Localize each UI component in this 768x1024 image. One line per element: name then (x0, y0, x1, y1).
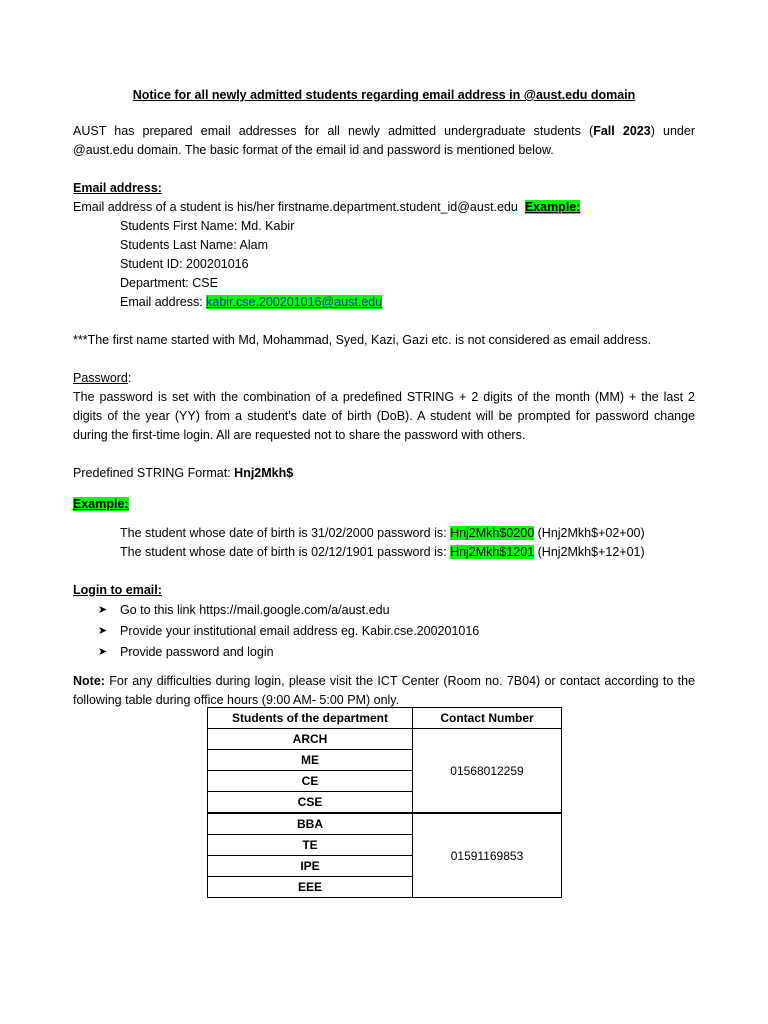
semester-label: Fall 2023 (593, 124, 651, 138)
email-heading: Email address: (73, 181, 162, 195)
department-cell: ARCH (208, 729, 413, 750)
department-cell: ME (208, 750, 413, 771)
header-departments: Students of the department (208, 708, 413, 729)
table-row (208, 813, 562, 835)
example-email-link[interactable]: kabir.cse.200201016@aust.edu (206, 295, 383, 309)
email-description: Email address of a student is his/her firstname.department.student_id@aust.edu Example: (73, 200, 581, 214)
header-contact: Contact Number (413, 708, 562, 729)
example-student-id: Student ID: 200201016 (120, 257, 249, 271)
contact-table (207, 707, 562, 898)
arrow-bullet-icon: ➤ (98, 604, 108, 616)
login-step: ➤ Provide password and login (98, 642, 695, 663)
note-label: Note: (73, 674, 105, 688)
password-example-2-value: Hnj2Mkh$1201 (450, 545, 535, 559)
example-label: Example: (524, 200, 581, 214)
login-steps (73, 600, 695, 663)
department-cell: TE (208, 835, 413, 856)
intro-paragraph: AUST has prepared email addresses for all newly admitted undergraduate students (Fall 2023) under @aust.edu domain. The basic format of the email id and password is mentioned below. (73, 124, 695, 157)
notice-title: Notice for all newly admitted students regarding email address in @aust.edu domain (132, 88, 636, 102)
department-cell: CE (208, 771, 413, 792)
note-paragraph: Note: For any difficulties during login, please visit the ICT Center (Room no. 7B04) or contact according to the following table during office hours (9:00 AM- 5:00 PM) only. (73, 674, 695, 707)
table-header-row (208, 708, 562, 729)
table-row (208, 729, 562, 750)
example-department: Department: CSE (120, 276, 218, 290)
password-example-heading: Example: (73, 497, 129, 511)
contact-cell: 01568012259 (413, 729, 562, 814)
department-cell: IPE (208, 856, 413, 877)
example-last-name: Students Last Name: Alam (120, 238, 268, 252)
password-heading-line: Password: (73, 371, 132, 385)
department-cell: EEE (208, 877, 413, 898)
predefined-string: Predefined STRING Format: Hnj2Mkh$ (73, 466, 294, 480)
password-heading: Password (73, 371, 128, 385)
arrow-bullet-icon: ➤ (98, 625, 108, 637)
password-example-2: The student whose date of birth is 02/12/1901 password is: Hnj2Mkh$1201 (Hnj2Mkh$+12+01) (120, 545, 645, 559)
login-step: ➤ Go to this link https://mail.google.com/a/aust.edu (98, 600, 695, 621)
example-email-address: Email address: kabir.cse.200201016@aust.edu (120, 295, 383, 309)
first-name-note: ***The first name started with Md, Mohammad, Syed, Kazi, Gazi etc. is not considered as email address. (73, 333, 652, 347)
department-cell: CSE (208, 792, 413, 814)
contact-cell: 01591169853 (413, 813, 562, 898)
password-description: The password is set with the combination of a predefined STRING + 2 digits of the month (MM) + the last 2 digits of the year (YY) from a student's date of birth (DoB). A student will be prompted for password change during the first-time login. All are requested not to share the password with others. (73, 390, 695, 442)
arrow-bullet-icon: ➤ (98, 646, 108, 658)
password-example-1-value: Hnj2Mkh$0200 (450, 526, 535, 540)
predefined-string-value: Hnj2Mkh$ (234, 466, 294, 480)
password-example-1: The student whose date of birth is 31/02/2000 password is: Hnj2Mkh$0200 (Hnj2Mkh$+02+00) (120, 526, 645, 540)
department-cell: BBA (208, 813, 413, 835)
login-step: ➤ Provide your institutional email address eg. Kabir.cse.200201016 (98, 621, 695, 642)
example-first-name: Students First Name: Md. Kabir (120, 219, 295, 233)
login-heading: Login to email: (73, 583, 162, 597)
notice-page (73, 86, 695, 710)
